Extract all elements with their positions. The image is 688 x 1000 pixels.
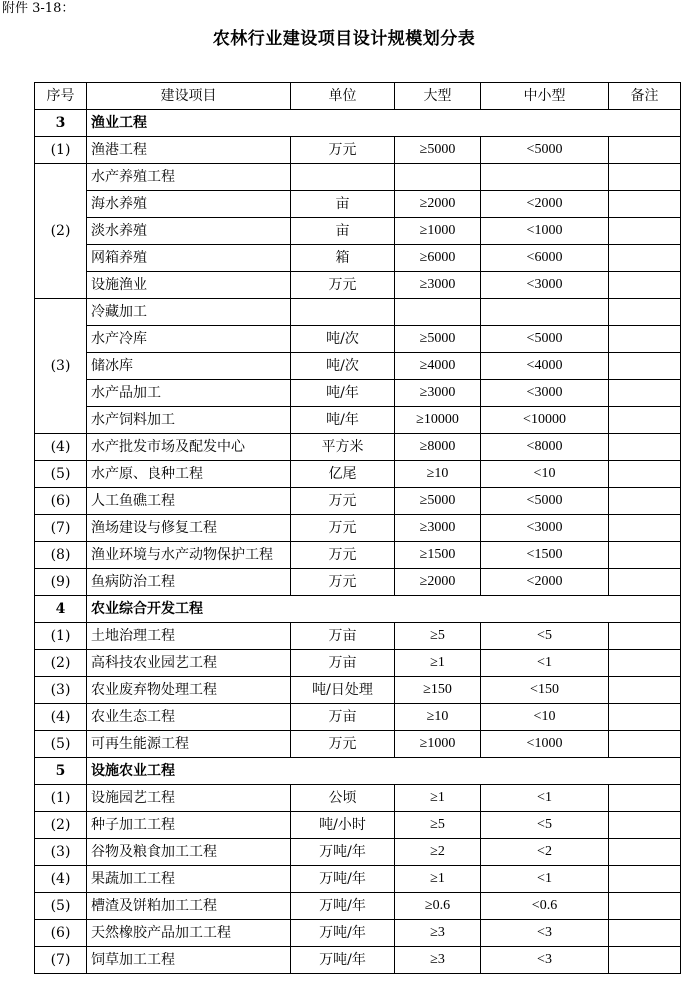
row-item: 谷物及粮食加工工程 — [87, 839, 291, 866]
row-item: 土地治理工程 — [87, 623, 291, 650]
table-row — [35, 434, 681, 461]
row-small-threshold: <1 — [481, 785, 609, 812]
col-header-large: 大型 — [395, 83, 481, 110]
table-row — [35, 137, 681, 164]
section-name: 渔业工程 — [87, 110, 681, 137]
table-row — [35, 839, 681, 866]
row-item: 天然橡胶产品加工工程 — [87, 920, 291, 947]
row-number: (1) — [35, 785, 87, 812]
col-header-remark: 备注 — [609, 83, 681, 110]
row-unit: 万元 — [291, 731, 395, 758]
page-title: 农林行业建设项目设计规模划分表 — [212, 29, 476, 49]
row-remark — [609, 893, 681, 920]
row-item: 鱼病防治工程 — [87, 569, 291, 596]
row-remark — [609, 218, 681, 245]
row-remark — [609, 731, 681, 758]
row-remark — [609, 353, 681, 380]
table-row — [35, 164, 681, 191]
row-unit: 万亩 — [291, 704, 395, 731]
table-row — [35, 353, 681, 380]
row-large-threshold: ≥3000 — [395, 380, 481, 407]
row-remark — [609, 164, 681, 191]
section-name: 农业综合开发工程 — [87, 596, 681, 623]
row-unit: 万吨/年 — [291, 947, 395, 974]
row-item: 水产原、良种工程 — [87, 461, 291, 488]
row-remark — [609, 326, 681, 353]
row-small-threshold: <10000 — [481, 407, 609, 434]
table-row — [35, 299, 681, 326]
row-unit: 万元 — [291, 569, 395, 596]
table-row — [35, 947, 681, 974]
section-row — [35, 596, 681, 623]
row-small-threshold: <8000 — [481, 434, 609, 461]
row-number: (2) — [35, 812, 87, 839]
row-large-threshold: ≥1 — [395, 785, 481, 812]
row-small-threshold: <5000 — [481, 137, 609, 164]
row-large-threshold: ≥10 — [395, 704, 481, 731]
row-remark — [609, 434, 681, 461]
row-small-threshold — [481, 299, 609, 326]
table-body — [35, 110, 681, 974]
row-remark — [609, 866, 681, 893]
row-small-threshold: <5 — [481, 812, 609, 839]
row-remark — [609, 515, 681, 542]
row-unit — [291, 164, 395, 191]
row-large-threshold: ≥2000 — [395, 569, 481, 596]
table-row — [35, 515, 681, 542]
row-large-threshold — [395, 164, 481, 191]
table-row — [35, 542, 681, 569]
table-row — [35, 461, 681, 488]
section-row — [35, 758, 681, 785]
row-small-threshold: <3 — [481, 947, 609, 974]
row-large-threshold: ≥150 — [395, 677, 481, 704]
row-large-threshold: ≥3 — [395, 920, 481, 947]
row-remark — [609, 947, 681, 974]
row-remark — [609, 704, 681, 731]
row-large-threshold: ≥2 — [395, 839, 481, 866]
row-large-threshold: ≥5 — [395, 812, 481, 839]
row-large-threshold: ≥1000 — [395, 731, 481, 758]
row-item: 农业废弃物处理工程 — [87, 677, 291, 704]
table-row — [35, 218, 681, 245]
section-number: 3 — [35, 110, 87, 137]
row-remark — [609, 785, 681, 812]
table-row — [35, 650, 681, 677]
table-row — [35, 812, 681, 839]
scale-table — [34, 82, 681, 974]
row-unit: 万元 — [291, 515, 395, 542]
row-large-threshold: ≥10 — [395, 461, 481, 488]
row-number: (3) — [35, 839, 87, 866]
row-item: 可再生能源工程 — [87, 731, 291, 758]
table-row — [35, 785, 681, 812]
row-small-threshold: <10 — [481, 704, 609, 731]
row-unit: 万亩 — [291, 623, 395, 650]
row-small-threshold: <2000 — [481, 191, 609, 218]
col-header-small: 中小型 — [481, 83, 609, 110]
row-unit: 吨/小时 — [291, 812, 395, 839]
row-large-threshold: ≥10000 — [395, 407, 481, 434]
row-item: 渔业环境与水产动物保护工程 — [87, 542, 291, 569]
row-remark — [609, 542, 681, 569]
row-number: (7) — [35, 515, 87, 542]
row-small-threshold: <1 — [481, 650, 609, 677]
row-remark — [609, 380, 681, 407]
row-unit: 万吨/年 — [291, 893, 395, 920]
row-remark — [609, 137, 681, 164]
row-number: (5) — [35, 731, 87, 758]
table-row — [35, 920, 681, 947]
row-number: (1) — [35, 623, 87, 650]
table-row — [35, 326, 681, 353]
table-row — [35, 407, 681, 434]
row-small-threshold: <1000 — [481, 218, 609, 245]
row-number: (1) — [35, 137, 87, 164]
row-large-threshold: ≥5000 — [395, 137, 481, 164]
row-large-threshold: ≥4000 — [395, 353, 481, 380]
row-item: 水产品加工 — [87, 380, 291, 407]
row-number: (5) — [35, 893, 87, 920]
col-header-item: 建设项目 — [87, 83, 291, 110]
row-small-threshold: <0.6 — [481, 893, 609, 920]
row-unit: 吨/年 — [291, 380, 395, 407]
row-remark — [609, 299, 681, 326]
row-item: 渔场建设与修复工程 — [87, 515, 291, 542]
table-row — [35, 272, 681, 299]
row-small-threshold: <1000 — [481, 731, 609, 758]
section-row — [35, 110, 681, 137]
row-item: 农业生态工程 — [87, 704, 291, 731]
row-item: 果蔬加工工程 — [87, 866, 291, 893]
row-number: (5) — [35, 461, 87, 488]
section-number: 4 — [35, 596, 87, 623]
row-large-threshold: ≥1500 — [395, 542, 481, 569]
row-item: 种子加工工程 — [87, 812, 291, 839]
row-item: 高科技农业园艺工程 — [87, 650, 291, 677]
row-number: (7) — [35, 947, 87, 974]
col-header-no: 序号 — [35, 83, 87, 110]
row-number: (4) — [35, 434, 87, 461]
row-unit: 万元 — [291, 488, 395, 515]
row-remark — [609, 839, 681, 866]
table-row — [35, 623, 681, 650]
row-large-threshold — [395, 299, 481, 326]
table-row — [35, 677, 681, 704]
row-small-threshold: <1500 — [481, 542, 609, 569]
row-unit: 万吨/年 — [291, 866, 395, 893]
section-number: 5 — [35, 758, 87, 785]
row-remark — [609, 920, 681, 947]
row-small-threshold — [481, 164, 609, 191]
row-large-threshold: ≥1000 — [395, 218, 481, 245]
row-large-threshold: ≥1 — [395, 866, 481, 893]
row-number: (6) — [35, 488, 87, 515]
row-item: 水产冷库 — [87, 326, 291, 353]
row-item: 人工鱼礁工程 — [87, 488, 291, 515]
row-unit: 箱 — [291, 245, 395, 272]
row-unit: 吨/次 — [291, 326, 395, 353]
row-number: (3) — [35, 677, 87, 704]
row-item: 淡水养殖 — [87, 218, 291, 245]
row-number: (2) — [35, 650, 87, 677]
row-number: (2) — [35, 164, 87, 299]
row-small-threshold: <6000 — [481, 245, 609, 272]
row-large-threshold: ≥0.6 — [395, 893, 481, 920]
table-row — [35, 380, 681, 407]
row-large-threshold: ≥3000 — [395, 515, 481, 542]
row-unit — [291, 299, 395, 326]
row-small-threshold: <5 — [481, 623, 609, 650]
row-small-threshold: <5000 — [481, 488, 609, 515]
row-unit: 平方米 — [291, 434, 395, 461]
row-unit: 万吨/年 — [291, 839, 395, 866]
row-number: (8) — [35, 542, 87, 569]
row-small-threshold: <2000 — [481, 569, 609, 596]
row-remark — [609, 191, 681, 218]
attachment-label: 附件 3-18： — [2, 1, 75, 16]
row-item: 水产养殖工程 — [87, 164, 291, 191]
row-number: (6) — [35, 920, 87, 947]
row-large-threshold: ≥5 — [395, 623, 481, 650]
row-remark — [609, 488, 681, 515]
row-large-threshold: ≥8000 — [395, 434, 481, 461]
table-header-row — [35, 83, 681, 110]
row-unit: 万元 — [291, 272, 395, 299]
table-row — [35, 569, 681, 596]
table-row — [35, 893, 681, 920]
row-unit: 万元 — [291, 542, 395, 569]
row-item: 设施园艺工程 — [87, 785, 291, 812]
row-small-threshold: <3 — [481, 920, 609, 947]
row-small-threshold: <3000 — [481, 272, 609, 299]
row-remark — [609, 623, 681, 650]
row-unit: 万亩 — [291, 650, 395, 677]
row-item: 渔港工程 — [87, 137, 291, 164]
row-remark — [609, 650, 681, 677]
section-name: 设施农业工程 — [87, 758, 681, 785]
row-small-threshold: <150 — [481, 677, 609, 704]
row-unit: 吨/年 — [291, 407, 395, 434]
table-row — [35, 866, 681, 893]
row-remark — [609, 272, 681, 299]
row-unit: 万元 — [291, 137, 395, 164]
col-header-unit: 单位 — [291, 83, 395, 110]
row-unit: 吨/日处理 — [291, 677, 395, 704]
row-remark — [609, 812, 681, 839]
row-large-threshold: ≥3 — [395, 947, 481, 974]
row-item: 水产批发市场及配发中心 — [87, 434, 291, 461]
row-small-threshold: <2 — [481, 839, 609, 866]
row-large-threshold: ≥1 — [395, 650, 481, 677]
row-unit: 万吨/年 — [291, 920, 395, 947]
row-item: 设施渔业 — [87, 272, 291, 299]
row-unit: 公顷 — [291, 785, 395, 812]
table-row — [35, 191, 681, 218]
row-number: (9) — [35, 569, 87, 596]
row-unit: 亿尾 — [291, 461, 395, 488]
row-number: (4) — [35, 866, 87, 893]
row-large-threshold: ≥3000 — [395, 272, 481, 299]
row-small-threshold: <4000 — [481, 353, 609, 380]
row-item: 储冰库 — [87, 353, 291, 380]
row-item: 槽渣及饼粕加工工程 — [87, 893, 291, 920]
row-small-threshold: <1 — [481, 866, 609, 893]
row-large-threshold: ≥5000 — [395, 326, 481, 353]
row-item: 冷藏加工 — [87, 299, 291, 326]
row-unit: 吨/次 — [291, 353, 395, 380]
row-remark — [609, 677, 681, 704]
row-large-threshold: ≥6000 — [395, 245, 481, 272]
row-item: 海水养殖 — [87, 191, 291, 218]
row-remark — [609, 245, 681, 272]
row-small-threshold: <3000 — [481, 515, 609, 542]
row-item: 网箱养殖 — [87, 245, 291, 272]
row-unit: 亩 — [291, 218, 395, 245]
table-row — [35, 245, 681, 272]
row-small-threshold: <3000 — [481, 380, 609, 407]
table-row — [35, 731, 681, 758]
row-small-threshold: <10 — [481, 461, 609, 488]
row-number: (4) — [35, 704, 87, 731]
table-row — [35, 704, 681, 731]
row-item: 饲草加工工程 — [87, 947, 291, 974]
row-unit: 亩 — [291, 191, 395, 218]
row-small-threshold: <5000 — [481, 326, 609, 353]
row-remark — [609, 407, 681, 434]
row-item: 水产饲料加工 — [87, 407, 291, 434]
row-large-threshold: ≥2000 — [395, 191, 481, 218]
row-remark — [609, 569, 681, 596]
row-large-threshold: ≥5000 — [395, 488, 481, 515]
row-number: (3) — [35, 299, 87, 434]
row-remark — [609, 461, 681, 488]
table-row — [35, 488, 681, 515]
